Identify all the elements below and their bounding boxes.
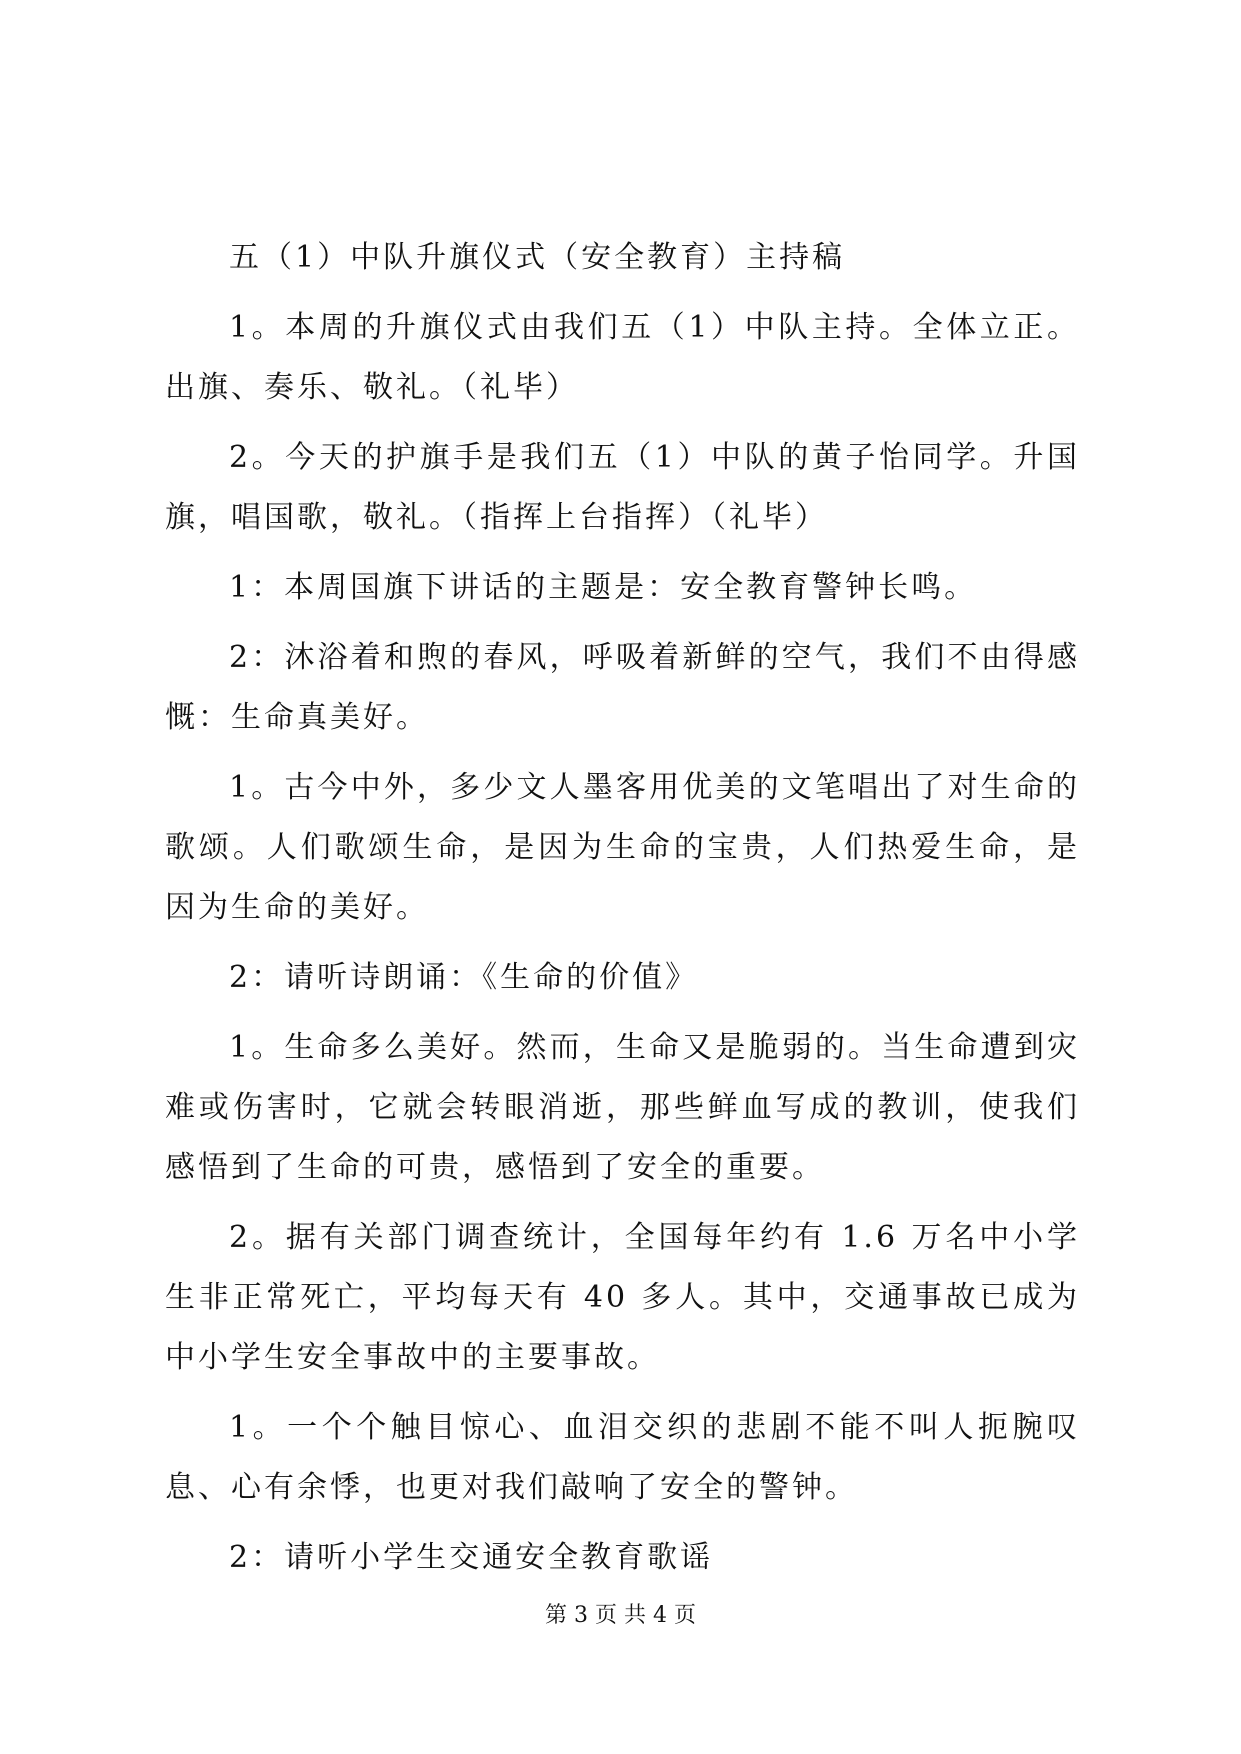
paragraph: 1。古今中外，多少文人墨客用优美的文笔唱出了对生命的歌颂。人们歌颂生命，是因为生命的宝贵，人们热爱生命，是因为生命的美好。 [165, 770, 1080, 925]
document-body [165, 228, 1080, 1598]
paragraph: 2：请听小学生交通安全教育歌谣 [229, 1540, 714, 1575]
paragraph: 1：本周国旗下讲话的主题是：安全教育警钟长鸣。 [229, 570, 978, 605]
paragraph: 2：沐浴着和煦的春风，呼吸着新鲜的空气，我们不由得感慨：生命真美好。 [165, 640, 1080, 735]
page-number-footer: 第 3 页 共 4 页 [545, 1603, 696, 1628]
paragraph: 2。据有关部门调查统计，全国每年约有 1.6 万名中小学生非正常死亡，平均每天有 40 多人。其中，交通事故已成为中小学生安全事故中的主要事故。 [165, 1220, 1080, 1375]
paragraph: 2。今天的护旗手是我们五（1）中队的黄子怡同学。升国旗，唱国歌，敬礼。（指挥上台指挥）（礼毕） [165, 440, 1080, 535]
paragraph: 1。生命多么美好。然而，生命又是脆弱的。当生命遭到灾难或伤害时，它就会转眼消逝，那些鲜血写成的教训，使我们感悟到了生命的可贵，感悟到了安全的重要。 [165, 1030, 1080, 1185]
document-title: 五（1）中队升旗仪式（安全教育）主持稿 [229, 240, 846, 275]
paragraph: 1。本周的升旗仪式由我们五（1）中队主持。全体立正。出旗、奏乐、敬礼。（礼毕） [165, 310, 1080, 405]
paragraph: 1。一个个触目惊心、血泪交织的悲剧不能不叫人扼腕叹息、心有余悸，也更对我们敲响了安全的警钟。 [165, 1410, 1080, 1505]
paragraph: 2：请听诗朗诵：《生命的价值》 [229, 960, 699, 995]
